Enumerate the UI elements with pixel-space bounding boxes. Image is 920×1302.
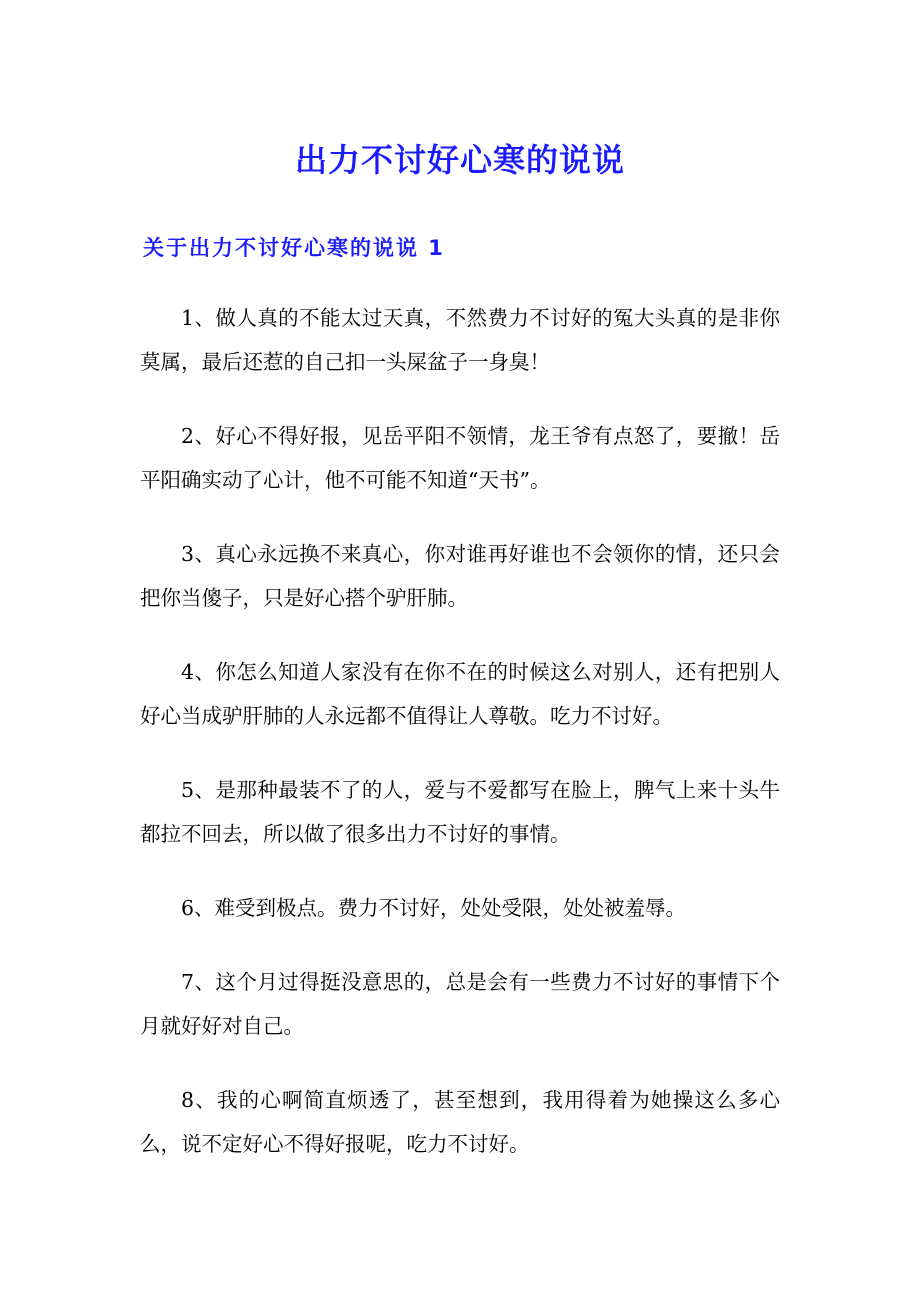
list-item: 6、难受到极点。费力不讨好，处处受限，处处被羞辱。 [181, 896, 687, 920]
list-item: 3、真心永远换不来真心，你对谁再好谁也不会领你的情，还只会把你当傻子，只是好心搭个驴肝肺。 [140, 542, 780, 610]
document-title: 出力不讨好心寒的说说 [294, 141, 625, 179]
list-item: 8、我的心啊简直烦透了，甚至想到，我用得着为她操这么多心么，说不定好心不得好报呢，吃力不讨好。 [140, 1088, 780, 1156]
list-item: 7、这个月过得挺没意思的，总是会有一些费力不讨好的事情下个月就好好对自己。 [140, 970, 780, 1038]
section-heading: 关于出力不讨好心寒的说说 1 [143, 236, 445, 260]
list-item: 2、好心不得好报，见岳平阳不领情，龙王爷有点怒了，要撤！岳平阳确实动了心计，他不可能不知道“天书”。 [140, 424, 780, 492]
list-item: 4、你怎么知道人家没有在你不在的时候这么对别人，还有把别人好心当成驴肝肺的人永远都不值得让人尊敬。吃力不讨好。 [140, 660, 780, 728]
list-item: 5、是那种最装不了的人，爱与不爱都写在脸上，脾气上来十头牛都拉不回去，所以做了很多出力不讨好的事情。 [140, 778, 780, 846]
list-item: 1、做人真的不能太过天真，不然费力不讨好的冤大头真的是非你莫属，最后还惹的自己扣一头屎盆子一身臭！ [140, 306, 780, 374]
item-list [140, 296, 780, 1196]
